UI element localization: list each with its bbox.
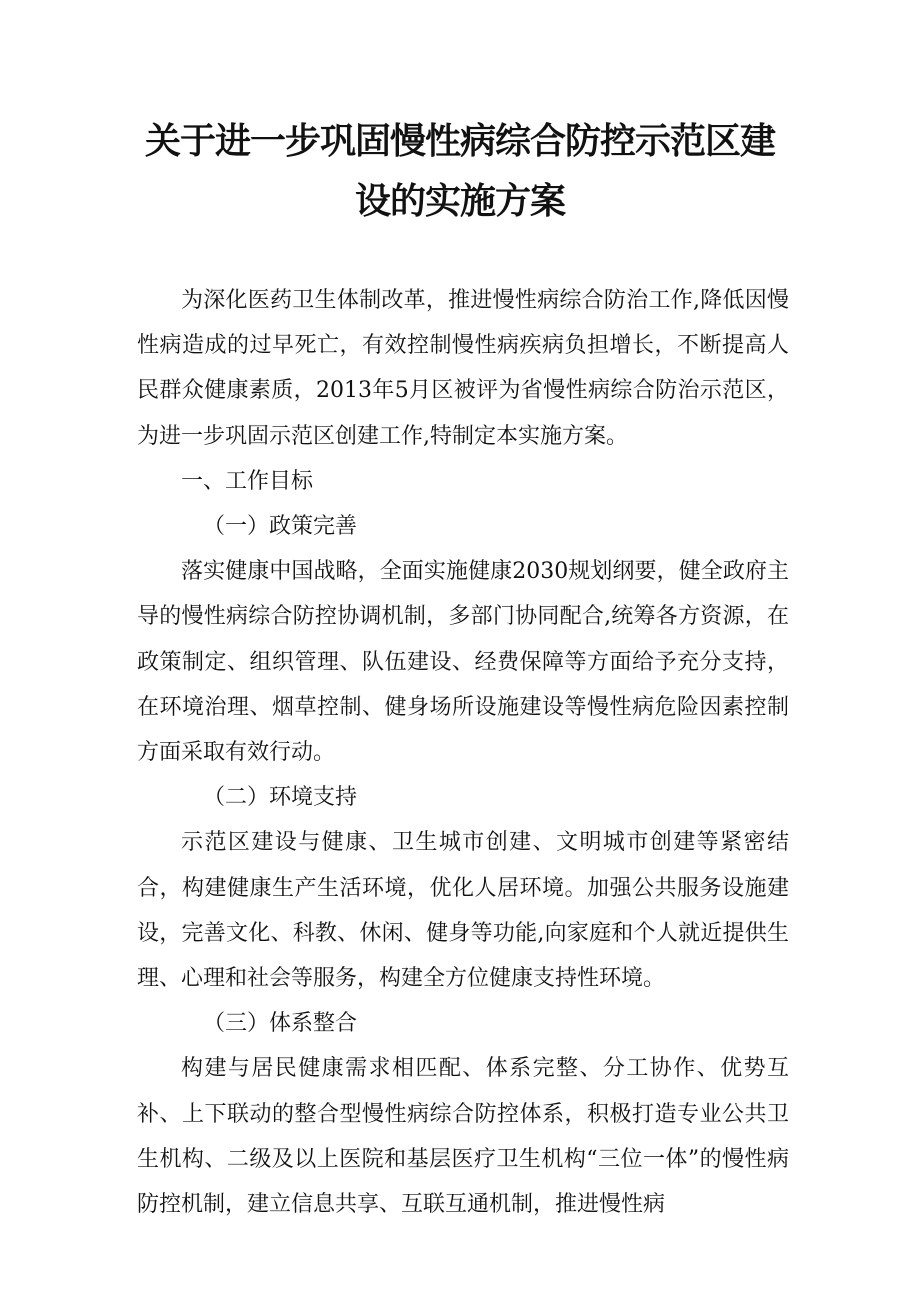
- subsection-heading-policy: （一）政策完善: [203, 514, 358, 540]
- document-title-line-1: 关于进一步巩固慢性病综合防控示范区建: [144, 121, 775, 162]
- environment-paragraph: 示范区建设与健康、卫生城市创建、文明城市创建等紧密结合，构建健康生产生活环境，优化人居环境。加强公共服务设施建设，完善文化、科教、休闲、健身等功能,向家庭和个人就近提供生理、心理和社会等服务，构建全方位健康支持性环境。: [137, 830, 789, 992]
- subsection-heading-system: （三）体系整合: [203, 1011, 358, 1037]
- document-title-line-2: 设的实施方案: [354, 181, 565, 222]
- subsection-heading-environment: （二）环境支持: [203, 785, 358, 811]
- document-body: [137, 278, 789, 1227]
- system-paragraph: 构建与居民健康需求相匹配、体系完整、分工协作、优势互补、上下联动的整合型慢性病综合防控体系，积极打造专业公共卫生机构、二级及以上医院和基层医疗卫生机构“三位一体”的慢性病防控机制，建立信息共享、互联互通机制，推进慢性病: [137, 1056, 789, 1218]
- policy-paragraph: 落实健康中国战略，全面实施健康2030规划纲要，健全政府主导的慢性病综合防控协调机制，多部门协同配合,统筹各方资源，在政策制定、组织管理、队伍建设、经费保障等方面给予充分支持，在环境治理、烟草控制、健身场所设施建设等慢性病危险因素控制方面采取有效行动。: [137, 559, 789, 766]
- intro-paragraph: 为深化医药卫生体制改革，推进慢性病综合防治工作,降低因慢性病造成的过早死亡，有效控制慢性病疾病负担增长，不断提高人民群众健康素质，2013年5月区被评为省慢性病综合防治示范区，为进一步巩固示范区创建工作,特制定本实施方案。: [137, 288, 789, 449]
- section-heading-goals: 一、工作目标: [181, 468, 314, 494]
